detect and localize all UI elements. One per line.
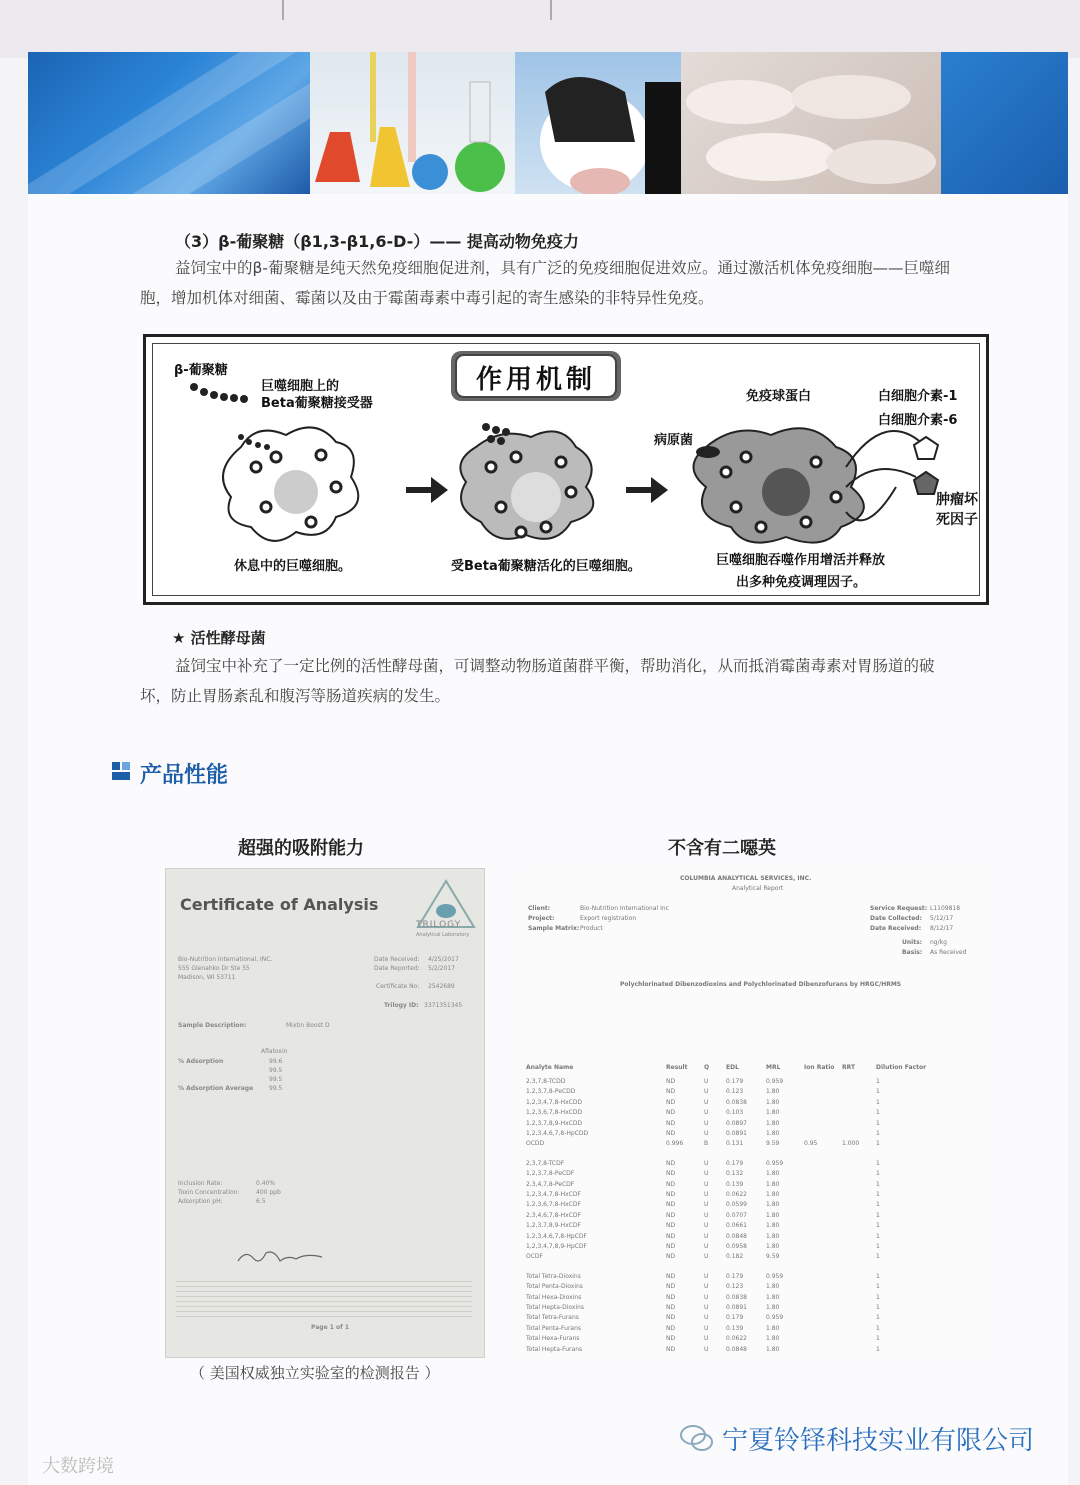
report-cell: Total Hexa-Dioxins — [526, 1293, 582, 1301]
table-row — [526, 1273, 986, 1283]
report-cell: ND — [666, 1283, 676, 1291]
cert-trilogy-id: 3371351345 — [424, 1002, 463, 1009]
table-row — [526, 1335, 986, 1345]
report-cell: Q — [704, 1064, 710, 1071]
cert-ph-label: Adsorption pH: — [178, 1198, 223, 1205]
report-cell: ND — [666, 1159, 676, 1167]
report-cell: 1,2,3,7,8,9-HxCDF — [526, 1222, 581, 1230]
diagram-title: 作用机制 — [476, 365, 597, 395]
lab-flasks-photo — [310, 52, 515, 194]
report-cell: 1.80 — [766, 1180, 780, 1188]
footer-watermark: 大数跨境 — [42, 1456, 114, 1477]
report-method-title: Polychlorinated Dibenzodioxins and Polychlorinated Dibenzofurans by HRGC/HRMS — [620, 981, 902, 988]
report-cell: 1 — [876, 1109, 880, 1117]
report-cell: 2,3,4,7,8-PeCDF — [526, 1180, 575, 1188]
report-cell: 1 — [876, 1159, 880, 1167]
table-row — [526, 1294, 986, 1304]
report-caption: （ 美国权威独立实验室的检测报告 ） — [190, 1364, 440, 1382]
yeast-paragraph-line1: 益饲宝中补充了一定比例的活性酵母菌，可调整动物肠道菌群平衡，帮助消化，从而抵消霉菌毒素对胃肠道的破 — [175, 657, 935, 675]
report-cell: Total Hepta-Dioxins — [526, 1304, 585, 1311]
report-cell: U — [704, 1345, 709, 1353]
report-cell: U — [704, 1304, 709, 1311]
diagram-label-activated: 受Beta葡聚糖活化的巨噬细胞。 — [451, 559, 641, 574]
report-cell: 1,2,3,4,7,8-HxCDD — [526, 1098, 583, 1106]
report-cell: 0.0661 — [726, 1222, 747, 1230]
performance-section-title: 产品性能 — [140, 763, 229, 788]
report-cell: 0.123 — [726, 1088, 744, 1096]
report-cell: 1.80 — [766, 1201, 780, 1209]
report-cell: Dilution Factor — [876, 1064, 927, 1071]
report-cell: Result — [666, 1064, 688, 1071]
report-cell: 0.103 — [726, 1109, 744, 1117]
table-row — [526, 1283, 986, 1293]
report-cell: 1.80 — [766, 1191, 780, 1198]
report-cell: U — [704, 1324, 709, 1332]
report-cell: ND — [666, 1345, 676, 1353]
report-cell: ND — [666, 1243, 676, 1250]
report-cell: 1.80 — [766, 1232, 780, 1240]
cert-adsorption-value: 99.6 — [269, 1058, 283, 1065]
report-cell: 1 — [876, 1293, 880, 1301]
report-cell: 1,2,3,4,6,7,8-HpCDD — [526, 1130, 589, 1137]
cert-adsorption-label: % Adsorption — [178, 1058, 224, 1065]
report-client-label: Client: — [528, 905, 551, 912]
dioxin-heading: 不含有二噁英 — [668, 838, 776, 859]
report-cell: ND — [666, 1088, 676, 1096]
cert-column-header: Aflatoxin — [261, 1048, 288, 1055]
report-cell: 1,2,3,7,8-PeCDF — [526, 1170, 575, 1178]
report-cell: 1,2,3,6,7,8-HxCDF — [526, 1201, 581, 1209]
report-cell: 1.80 — [766, 1324, 780, 1332]
report-basis-label: Basis: — [902, 949, 923, 956]
report-cell: 1,2,3,7,8,9-HxCDD — [526, 1119, 583, 1127]
cert-sample-desc: Mixtin Boost D — [286, 1022, 330, 1029]
report-cell: U — [704, 1191, 709, 1198]
diagram-label-tnf-line2: 死因子 — [936, 512, 978, 528]
report-cell: ND — [666, 1232, 676, 1240]
report-cell: ND — [666, 1335, 676, 1343]
report-cell: MRL — [766, 1064, 781, 1071]
report-cell: 1 — [876, 1088, 880, 1096]
wechat-icon — [680, 1424, 714, 1452]
report-cell: ND — [666, 1180, 676, 1188]
report-cell: 0.0622 — [726, 1335, 747, 1343]
report-cell: 0.179 — [726, 1078, 744, 1085]
cert-client: Bio-Nutrition International, INC. — [178, 956, 273, 963]
table-row — [526, 1191, 986, 1201]
report-cell: U — [704, 1283, 709, 1291]
report-cell: 0.0958 — [726, 1243, 747, 1250]
cert-number-label: Certificate No: — [376, 983, 420, 990]
report-cell: 0.0838 — [726, 1098, 747, 1106]
report-cell: Total Tetra-Furans — [526, 1314, 579, 1322]
report-cell: 1 — [876, 1304, 880, 1311]
report-cell: OCDD — [526, 1140, 545, 1148]
cert-date-received-label: Date Received: — [374, 956, 420, 963]
cert-trilogy-id-label: Trilogy ID: — [384, 1002, 419, 1009]
report-cell: 1 — [876, 1180, 880, 1188]
report-service-req: L1109818 — [930, 905, 961, 912]
table-row — [526, 1253, 986, 1263]
diagram-label-receptor-line1: 巨噬细胞上的 — [261, 379, 340, 394]
table-row — [526, 1109, 986, 1119]
report-cell: 2,3,7,8-TCDD — [526, 1078, 566, 1085]
trilogy-logo-subtext: Analytical Laboratory — [416, 932, 470, 938]
diagram-label-tnf-line1: 肿瘤坏 — [936, 492, 978, 508]
section3-heading: （3）β-葡聚糖（β1,3-β1,6-D-）—— 提高动物免疫力 — [175, 232, 579, 251]
section-marker-icon — [112, 760, 132, 782]
report-cell: 0.179 — [726, 1314, 744, 1322]
table-row — [526, 1181, 986, 1191]
report-cell: Ion Ratio — [804, 1064, 835, 1071]
report-cell: 1 — [876, 1191, 880, 1198]
report-project-label: Project: — [528, 915, 555, 922]
report-cell: 0.0707 — [726, 1211, 747, 1219]
report-cell: 1 — [876, 1283, 880, 1291]
report-cell: 0.139 — [726, 1180, 744, 1188]
report-cell: 1.80 — [766, 1335, 780, 1343]
yeast-paragraph-line2: 坏，防止胃肠紊乱和腹泻等肠道疾病的发生。 — [140, 687, 451, 705]
table-row — [526, 1099, 986, 1109]
header-banner — [28, 52, 1068, 194]
report-cell: ND — [666, 1253, 676, 1261]
report-cell: U — [704, 1293, 709, 1301]
report-cell: ND — [666, 1078, 676, 1085]
cert-ph: 6.5 — [256, 1198, 266, 1205]
report-cell: 1 — [876, 1201, 880, 1209]
report-cell: U — [704, 1253, 709, 1261]
report-cell: 1.80 — [766, 1170, 780, 1178]
report-cell: U — [704, 1222, 709, 1230]
report-cell: 0.0622 — [726, 1191, 747, 1198]
cert-avg-value: 99.5 — [269, 1085, 283, 1092]
report-cell: 9.59 — [766, 1253, 780, 1261]
report-cell: 2,3,4,6,7,8-HxCDF — [526, 1211, 581, 1219]
report-collected-label: Date Collected: — [870, 915, 922, 922]
scan-top-strip — [0, 0, 1080, 58]
report-cell: 0.123 — [726, 1283, 744, 1291]
report-cell: 0.959 — [766, 1078, 784, 1085]
report-matrix: Product — [580, 925, 603, 932]
report-cell: 1 — [876, 1098, 880, 1106]
report-cell: 1,2,3,4,6,7,8-HpCDF — [526, 1232, 587, 1240]
table-row — [526, 1243, 986, 1253]
cert-toxin-label: Toxin Concentration: — [178, 1189, 240, 1196]
section3-paragraph-line2: 胞，增加机体对细菌、霉菌以及由于霉菌毒素中毒引起的寄生感染的非特异性免疫。 — [140, 289, 714, 307]
report-cell: ND — [666, 1191, 676, 1198]
report-cell: U — [704, 1109, 709, 1117]
report-cell: B — [704, 1140, 709, 1148]
report-project: Export registration — [580, 915, 637, 922]
cert-page: Page 1 of 1 — [311, 1324, 349, 1331]
report-cell: ND — [666, 1314, 676, 1322]
report-cell: U — [704, 1078, 709, 1085]
report-cell: U — [704, 1335, 709, 1343]
report-cell: U — [704, 1232, 709, 1240]
report-cell: RRT — [842, 1064, 856, 1071]
report-cell: 1 — [876, 1170, 880, 1178]
report-cell: ND — [666, 1119, 676, 1127]
report-cell: 1 — [876, 1272, 880, 1280]
diagram-label-bottom-line2: 出多种免疫调理因子。 — [736, 575, 867, 590]
report-table-header — [526, 1064, 986, 1074]
piglets-photo — [681, 52, 941, 194]
report-basis: As Received — [930, 949, 967, 956]
cert-number: 2542689 — [428, 983, 455, 990]
cert-sample-desc-label: Sample Description: — [178, 1022, 247, 1029]
table-row — [526, 1088, 986, 1098]
report-cell: ND — [666, 1201, 676, 1209]
banner-right-panel — [941, 52, 1068, 194]
report-cell: 0.0891 — [726, 1130, 747, 1137]
adsorption-heading: 超强的吸附能力 — [238, 838, 364, 859]
report-cell: ND — [666, 1222, 676, 1230]
report-cell: 0.996 — [666, 1140, 684, 1148]
report-cell: 1 — [876, 1314, 880, 1322]
report-cell: 0.959 — [766, 1272, 784, 1280]
report-cell: 1 — [876, 1222, 880, 1230]
report-cell: 0.132 — [726, 1170, 744, 1178]
scan-mark — [282, 0, 284, 20]
report-cell: ND — [666, 1170, 676, 1178]
report-cell: 1 — [876, 1130, 880, 1137]
report-cell: U — [704, 1159, 709, 1167]
report-cell: Total Penta-Furans — [526, 1324, 582, 1332]
report-doc-type: Analytical Report — [732, 885, 784, 892]
diagram-label-receptor-line2: Beta葡聚糖接受器 — [261, 396, 373, 411]
trilogy-logo-text: TRILOGY — [416, 920, 462, 930]
banner-blue-panel — [28, 52, 310, 194]
report-cell: U — [704, 1119, 709, 1127]
report-cell: 1 — [876, 1345, 880, 1353]
report-cell: ND — [666, 1098, 676, 1106]
table-row — [526, 1314, 986, 1324]
diagram-label-pathogen: 病原菌 — [654, 433, 694, 448]
table-row — [526, 1222, 986, 1232]
report-cell: Total Hepta-Furans — [526, 1345, 583, 1353]
certificate-title: Certificate of Analysis — [180, 895, 379, 914]
report-cell: 0.0897 — [726, 1119, 747, 1127]
report-received: 8/12/17 — [930, 925, 954, 932]
footer-company-name: 宁夏铃铎科技实业有限公司 — [722, 1426, 1035, 1456]
report-units: ng/kg — [930, 939, 947, 946]
report-cell: 1.80 — [766, 1088, 780, 1096]
report-cell: 9.59 — [766, 1140, 780, 1148]
cert-inclusion: 0.40% — [256, 1180, 276, 1187]
report-cell: 1.80 — [766, 1109, 780, 1117]
cert-adsorption-value: 99.5 — [269, 1076, 283, 1083]
cert-address2: Madison, WI 53711 — [178, 974, 236, 981]
report-cell: 0.959 — [766, 1314, 784, 1322]
report-cell: 0.179 — [726, 1159, 744, 1167]
report-cell: 1.80 — [766, 1119, 780, 1127]
report-cell: EDL — [726, 1064, 739, 1071]
report-cell: 0.182 — [726, 1253, 744, 1261]
report-cell: U — [704, 1180, 709, 1188]
report-cell: 1,2,3,4,7,8,9-HpCDF — [526, 1243, 587, 1250]
report-cell: Total Tetra-Dioxins — [526, 1272, 581, 1280]
report-cell: 1,2,3,6,7,8-HxCDD — [526, 1109, 583, 1117]
report-cell: 0.0891 — [726, 1304, 747, 1311]
report-cell: 0.0838 — [726, 1293, 747, 1301]
report-cell: 1 — [876, 1324, 880, 1332]
report-cell: 1 — [876, 1140, 880, 1148]
table-row — [526, 1346, 986, 1356]
table-row — [526, 1130, 986, 1140]
diagram-label-il1: 白细胞介素-1 — [878, 389, 958, 404]
cert-avg-label: % Adsorption Average — [178, 1085, 254, 1092]
diagram-label-immunoglobulin: 免疫球蛋白 — [746, 389, 812, 404]
table-row — [526, 1201, 986, 1211]
report-cell: 1.80 — [766, 1345, 780, 1353]
report-cell: ND — [666, 1130, 676, 1137]
cert-adsorption-value: 99.5 — [269, 1067, 283, 1074]
report-service-req-label: Service Request: — [870, 905, 928, 912]
report-cell: U — [704, 1211, 709, 1219]
report-client: Bio-Nutrition International Inc — [580, 905, 669, 912]
certificate-of-analysis-image — [165, 868, 485, 1358]
report-cell: Total Hexa-Furans — [526, 1335, 580, 1343]
cert-inclusion-label: Inclusion Rate: — [178, 1180, 223, 1187]
report-cell: U — [704, 1201, 709, 1209]
table-row — [526, 1233, 986, 1243]
report-cell: U — [704, 1243, 709, 1250]
report-cell: 0.131 — [726, 1140, 744, 1148]
report-cell: 0.179 — [726, 1272, 744, 1280]
report-cell: ND — [666, 1109, 676, 1117]
table-row — [526, 1170, 986, 1180]
report-cell: ND — [666, 1211, 676, 1219]
report-cell: 1.80 — [766, 1222, 780, 1230]
report-cell: 1.80 — [766, 1098, 780, 1106]
diagram-label-bottom-line1: 巨噬细胞吞噬作用增活并释放 — [716, 553, 886, 568]
diagram-label-il6: 白细胞介素-6 — [878, 413, 958, 428]
diagram-label-beta-glucan: β-葡聚糖 — [174, 363, 228, 378]
report-received-label: Date Received: — [870, 925, 922, 932]
report-cell: 0.0599 — [726, 1201, 747, 1209]
table-row — [526, 1212, 986, 1222]
table-row — [526, 1304, 986, 1314]
cert-date-reported-label: Date Reported: — [374, 965, 420, 972]
report-cell: 1,2,3,4,7,8-HxCDF — [526, 1191, 581, 1198]
report-cell: U — [704, 1088, 709, 1096]
report-cell: 1 — [876, 1232, 880, 1240]
yeast-heading: ★ 活性酵母菌 — [172, 629, 266, 647]
report-cell: 1 — [876, 1078, 880, 1085]
report-cell: 1.80 — [766, 1211, 780, 1219]
signature-icon — [236, 1247, 326, 1267]
report-cell: U — [704, 1272, 709, 1280]
report-cell: OCDF — [526, 1253, 543, 1261]
cert-disclaimer-block — [176, 1277, 472, 1321]
report-cell: 0.139 — [726, 1324, 744, 1332]
report-cell: ND — [666, 1304, 676, 1311]
mechanism-diagram — [143, 334, 989, 605]
report-cell: Total Penta-Dioxins — [526, 1283, 583, 1291]
table-row — [526, 1120, 986, 1130]
report-cell: 1 — [876, 1243, 880, 1250]
report-cell: U — [704, 1314, 709, 1322]
report-cell: ND — [666, 1272, 676, 1280]
report-cell: U — [704, 1130, 709, 1137]
table-row — [526, 1140, 986, 1150]
report-units-label: Units: — [902, 939, 923, 946]
report-cell: 1.80 — [766, 1243, 780, 1250]
report-lab-name: COLUMBIA ANALYTICAL SERVICES, INC. — [680, 875, 812, 882]
report-collected: 5/12/17 — [930, 915, 954, 922]
table-row — [526, 1160, 986, 1170]
table-row — [526, 1078, 986, 1088]
cert-address1: 555 Glenahko Dr Ste 55 — [178, 965, 250, 972]
report-cell: U — [704, 1170, 709, 1178]
report-cell: 1.000 — [842, 1140, 860, 1148]
report-cell: 1.80 — [766, 1304, 780, 1311]
scan-mark — [550, 0, 552, 20]
report-cell: 1 — [876, 1119, 880, 1127]
report-cell: ND — [666, 1324, 676, 1332]
report-cell: 0.959 — [766, 1159, 784, 1167]
report-cell: 1.80 — [766, 1283, 780, 1291]
dioxin-analytical-report-image — [520, 868, 990, 1358]
diagram-label-resting: 休息中的巨噬细胞。 — [234, 559, 352, 574]
report-cell: 1,2,3,7,8-PeCDD — [526, 1088, 576, 1096]
report-cell: 2,3,7,8-TCDF — [526, 1159, 565, 1167]
report-cell: 0.0848 — [726, 1345, 747, 1353]
report-cell: 1 — [876, 1335, 880, 1343]
report-cell: 1 — [876, 1253, 880, 1261]
table-row — [526, 1325, 986, 1335]
report-cell: ND — [666, 1293, 676, 1301]
cert-date-received: 4/25/2017 — [428, 956, 459, 963]
report-cell: U — [704, 1098, 709, 1106]
report-cell: Analyte Name — [526, 1064, 574, 1071]
report-cell: 1 — [876, 1211, 880, 1219]
cert-toxin: 400 ppb — [256, 1189, 281, 1196]
report-cell: 0.0848 — [726, 1232, 747, 1240]
report-cell: 1.80 — [766, 1293, 780, 1301]
cert-date-reported: 5/2/2017 — [428, 965, 455, 972]
report-cell: 1.80 — [766, 1130, 780, 1137]
report-matrix-label: Sample Matrix: — [528, 925, 580, 932]
report-cell: 0.95 — [804, 1140, 818, 1148]
section3-paragraph-line1: 益饲宝中的β-葡聚糖是纯天然免疫细胞促进剂，具有广泛的免疫细胞促进效应。通过激活机体免疫细胞——巨噬细 — [175, 259, 950, 277]
cow-photo — [515, 52, 681, 194]
